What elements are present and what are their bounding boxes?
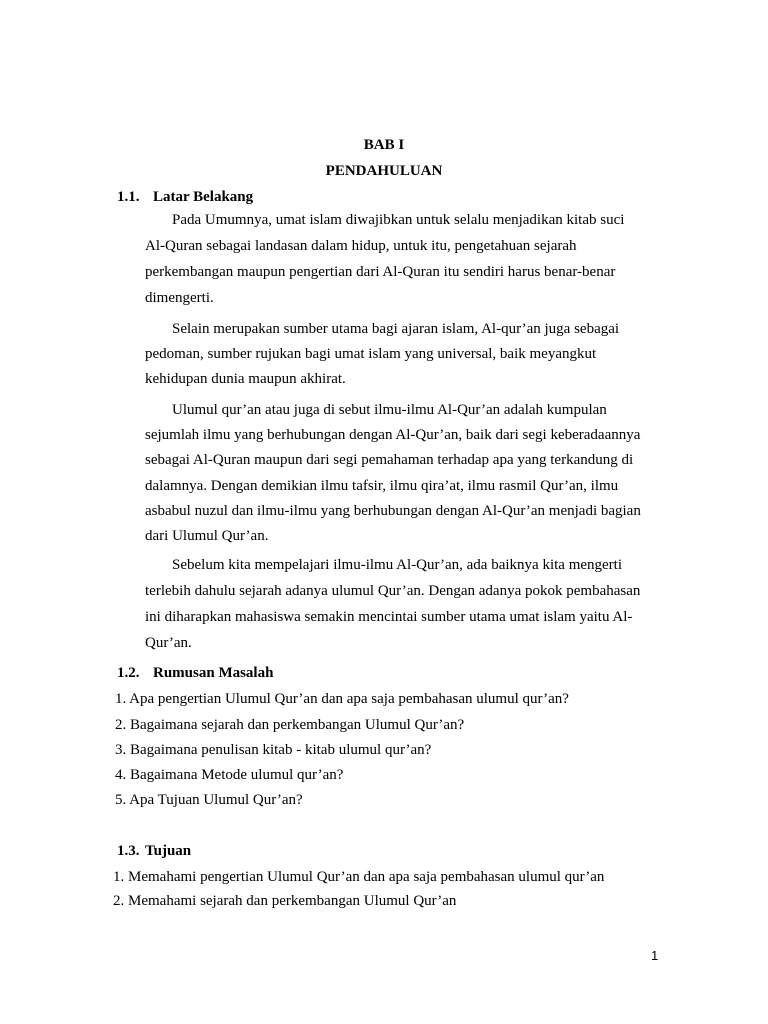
section-number: 1.2.: [117, 665, 140, 681]
list-item: 2. Bagaimana sejarah dan perkembangan Ulumul Qur’an?: [115, 717, 465, 733]
list-item: 3. Bagaimana penulisan kitab - kitab ulumul qur’an?: [115, 742, 432, 758]
list-item: 1. Memahami pengertian Ulumul Qur’an dan apa saja pembahasan ulumul qur’an: [113, 869, 605, 885]
paragraph-line: dari Ulumul Qur’an.: [145, 528, 269, 544]
page-number: 1: [651, 948, 659, 963]
paragraph-line: perkembangan maupun pengertian dari Al-Quran itu sendiri harus benar-benar: [145, 264, 616, 280]
chapter-label: BAB I: [363, 137, 405, 153]
list-item: 1. Apa pengertian Ulumul Qur’an dan apa saja pembahasan ulumul qur’an?: [115, 691, 569, 707]
section-heading-rumusan-masalah: [117, 665, 273, 682]
list-item: 2. Memahami sejarah dan perkembangan Ulumul Qur’an: [113, 893, 457, 909]
paragraph-line: ini diharapkan mahasiswa semakin mencintai sumber utama umat islam yaitu Al-: [145, 609, 633, 625]
paragraph-line: Qur’an.: [145, 635, 192, 651]
paragraph-line: Ulumul qur’an atau juga di sebut ilmu-ilmu Al-Qur’an adalah kumpulan: [172, 402, 607, 418]
paragraph-line: dimengerti.: [145, 290, 214, 306]
section-title: Rumusan Masalah: [153, 665, 274, 681]
paragraph-line: sejumlah ilmu yang berhubungan dengan Al-Qur’an, baik dari segi keberadaannya: [145, 427, 641, 443]
list-item: 5. Apa Tujuan Ulumul Qur’an?: [115, 792, 303, 808]
paragraph-line: pedoman, sumber rujukan bagi umat islam yang universal, baik meyangkut: [145, 346, 597, 362]
paragraph-line: asbabul nuzul dan ilmu-ilmu yang berhubungan dengan Al-Qur’an menjadi bagian: [145, 503, 641, 519]
paragraph-line: Pada Umumnya, umat islam diwajibkan untuk selalu menjadikan kitab suci: [172, 212, 625, 228]
paragraph-line: sebagai Al-Quran maupun dari segi pemahaman terhadap apa yang terkandung di: [145, 452, 634, 468]
list-item: 4. Bagaimana Metode ulumul qur’an?: [115, 767, 344, 783]
paragraph-line: Al-Quran sebagai landasan dalam hidup, untuk itu, pengetahuan sejarah: [145, 238, 577, 254]
section-title: Tujuan: [145, 843, 192, 859]
paragraph-line: kehidupan dunia maupun akhirat.: [145, 371, 346, 387]
paragraph-line: Selain merupakan sumber utama bagi ajaran islam, Al-qur’an juga sebagai: [172, 321, 620, 337]
paragraph-line: Sebelum kita mempelajari ilmu-ilmu Al-Qur’an, ada baiknya kita mengerti: [172, 557, 623, 573]
section-number: 1.3.: [117, 843, 140, 859]
section-heading-latar-belakang: [117, 189, 253, 206]
section-number: 1.1.: [117, 189, 140, 205]
paragraph-line: dalamnya. Dengan demikian ilmu tafsir, ilmu qira’at, ilmu rasmil Qur’an, ilmu: [145, 478, 619, 494]
chapter-title: PENDAHULUAN: [325, 163, 443, 179]
section-title: Latar Belakang: [153, 189, 254, 205]
section-heading-tujuan: [117, 843, 191, 860]
paragraph-line: terlebih dahulu sejarah adanya ulumul Qur’an. Dengan adanya pokok pembahasan: [145, 583, 641, 599]
